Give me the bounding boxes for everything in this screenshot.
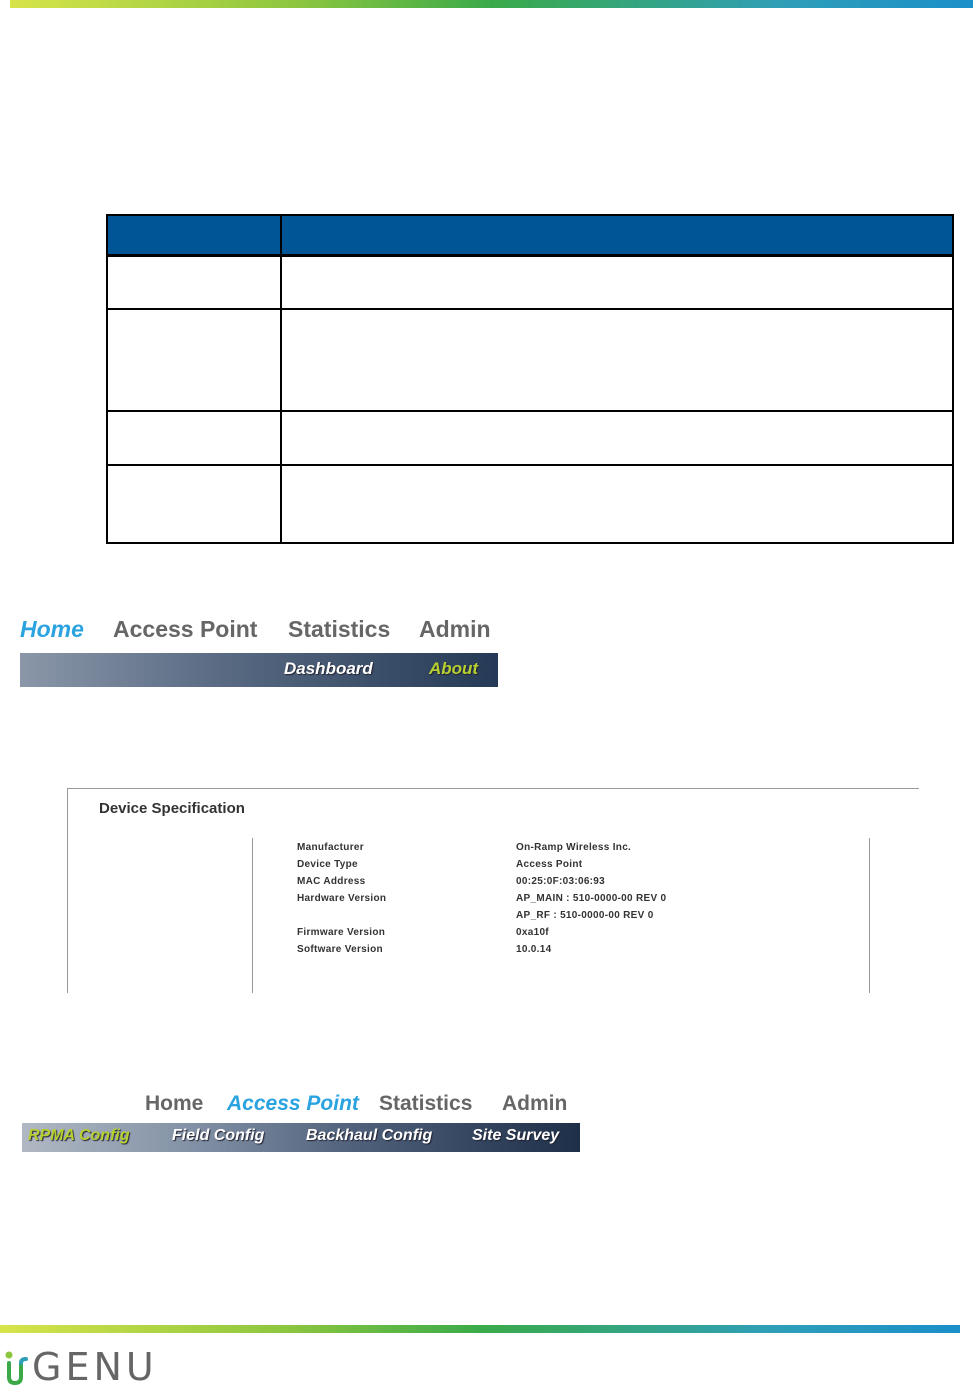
nav-screenshot-access-point [22, 1088, 580, 1152]
divider [67, 788, 68, 993]
spec-value: AP_RF : 510-0000-00 REV 0 [516, 910, 654, 921]
table-row [107, 465, 953, 543]
table-header-cell [281, 215, 953, 256]
spec-title: Device Specification [99, 800, 245, 817]
spec-value: 10.0.14 [516, 944, 552, 955]
logo-mark-icon [4, 1347, 34, 1387]
spec-label: Manufacturer [297, 842, 364, 853]
table-header-row [107, 215, 953, 256]
spec-label: Hardware Version [297, 893, 387, 904]
tab-admin[interactable]: Admin [419, 616, 491, 642]
device-spec-panel [67, 788, 919, 993]
divider [869, 838, 870, 993]
spec-label: Firmware Version [297, 927, 386, 938]
table-row [107, 309, 953, 411]
table-row [107, 256, 953, 309]
spec-value: 00:25:0F:03:06:93 [516, 876, 606, 887]
divider [252, 838, 253, 993]
tab-access-point[interactable]: Access Point [227, 1092, 359, 1115]
footer-gradient-bar [0, 1325, 960, 1333]
table-header-cell [107, 215, 281, 256]
subtab-backhaul-config[interactable]: Backhaul Config [306, 1127, 433, 1144]
spec-label: Software Version [297, 944, 383, 955]
spec-value: AP_MAIN : 510-0000-00 REV 0 [516, 893, 667, 904]
spec-label: Device Type [297, 859, 358, 870]
tab-home[interactable]: Home [20, 616, 84, 642]
ingenu-logo [4, 1345, 158, 1389]
spec-label: MAC Address [297, 876, 366, 887]
subtab-site-survey[interactable]: Site Survey [472, 1127, 560, 1144]
subnav-bar [22, 1123, 580, 1152]
header-gradient-bar [10, 0, 973, 8]
tab-statistics[interactable]: Statistics [379, 1092, 473, 1115]
tab-access-point[interactable]: Access Point [113, 616, 258, 642]
spec-value: Access Point [516, 859, 583, 870]
subtab-about[interactable]: About [429, 659, 479, 678]
empty-table [106, 214, 954, 544]
spec-value: 0xa10f [516, 927, 549, 938]
spec-value: On-Ramp Wireless Inc. [516, 842, 632, 853]
subtab-rpma-config[interactable]: RPMA Config [28, 1127, 130, 1144]
nav-screenshot-home [20, 612, 498, 688]
subnav-bar [20, 653, 498, 687]
tab-home[interactable]: Home [145, 1092, 204, 1115]
divider [67, 788, 919, 789]
tab-admin[interactable]: Admin [502, 1092, 568, 1115]
logo-wordmark: GENU [32, 1345, 158, 1389]
subtab-field-config[interactable]: Field Config [172, 1127, 265, 1144]
tab-statistics[interactable]: Statistics [288, 616, 391, 642]
subtab-dashboard[interactable]: Dashboard [284, 659, 373, 678]
table-row [107, 411, 953, 465]
